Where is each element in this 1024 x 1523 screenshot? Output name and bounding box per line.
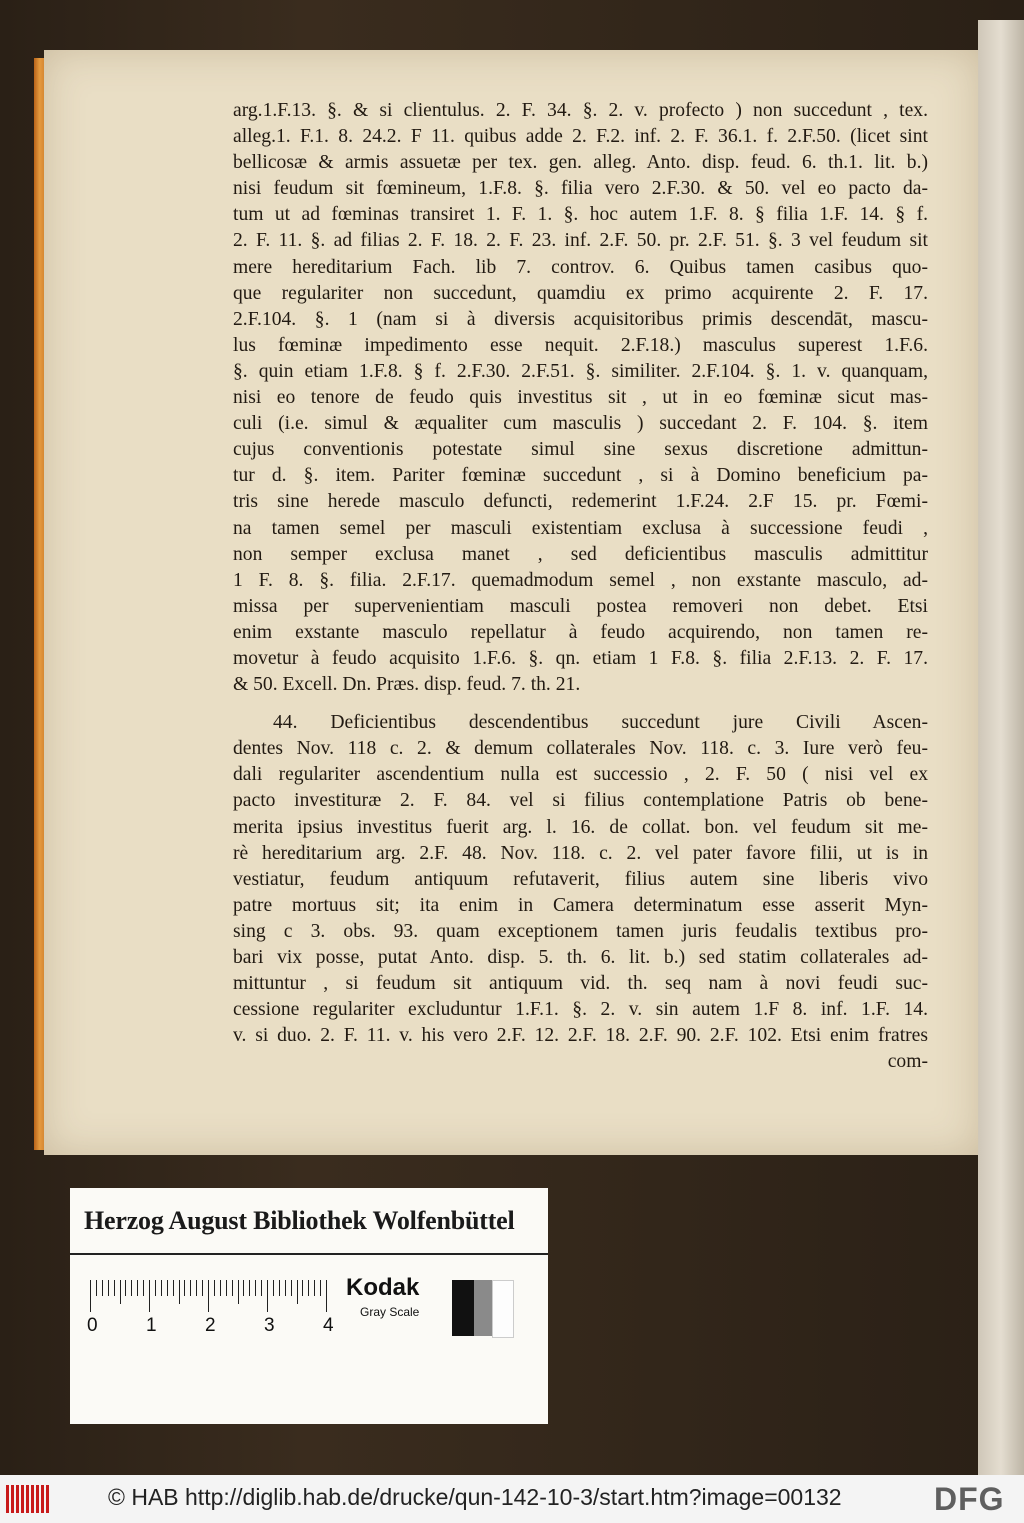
library-title: Herzog August Bibliothek Wolfenbüttel (84, 1206, 515, 1235)
gray-swatch-mid (474, 1280, 492, 1336)
text-line: mere hereditarium Fach. lib 7. controv. 6. Quibus tamen casibus quo- (233, 256, 928, 278)
ruler-tick (226, 1280, 227, 1296)
gray-swatch-white (492, 1280, 514, 1338)
text-line: mittuntur , si feudum sit antiquum vid. th. seq nam à novi feudi suc- (233, 973, 928, 995)
text-line: vestiatur, feudum antiquum refutaverit, filius autem sine liberis vivo (233, 868, 928, 890)
hab-bars-icon[interactable] (6, 1485, 50, 1513)
ruler-tick (149, 1280, 150, 1312)
ruler-tick (214, 1280, 215, 1296)
ruler-tick (120, 1280, 121, 1304)
ruler-tick (173, 1280, 174, 1296)
ruler-tick (261, 1280, 262, 1296)
text-line: culi (i.e. simul & æqualiter cum masculis ) succedant 2. F. 104. §. item (233, 413, 928, 435)
ruler-tick (190, 1280, 191, 1296)
text-line: 2. F. 11. §. ad filias 2. F. 18. 2. F. 23. inf. 2.F. 50. pr. 2.F. 51. §. 3 vel feudum sit (233, 230, 928, 252)
ruler-tick (232, 1280, 233, 1296)
ruler-tick (108, 1280, 109, 1296)
ruler-tick (320, 1280, 321, 1296)
text-line: arg.1.F.13. §. & si clientulus. 2. F. 34. §. 2. v. profecto ) non succedunt , tex. (233, 100, 928, 121)
text-line: tris sine herede masculo defuncti, redemerint 1.F.24. 2.F 15. pr. Fœmi- (233, 491, 928, 513)
text-line: §. quin etiam 1.F.8. § f. 2.F.30. 2.F.51. §. similiter. 2.F.104. §. 1. v. quanquam, (233, 360, 928, 382)
scale-number: 2 (205, 1315, 216, 1336)
ruler-tick (285, 1280, 286, 1296)
scale-number: 1 (146, 1315, 157, 1336)
ruler-tick (249, 1280, 250, 1296)
text-line: alleg.1. F.1. 8. 24.2. F 11. quibus adde 2. F.2. inf. 2. F. 36.1. f. 2.F.50. (licet sint (233, 126, 928, 148)
catchword: com- (887, 1051, 928, 1073)
ruler-tick (131, 1280, 132, 1296)
copyright-url[interactable]: © HAB http://diglib.hab.de/drucke/qun-142-10-3/start.htm?image=00132 (108, 1484, 842, 1510)
ruler-tick (102, 1280, 103, 1296)
text-line: v. si duo. 2. F. 11. v. his vero 2.F. 12. 2.F. 18. 2.F. 90. 2.F. 102. Etsi enim fratres (233, 1025, 928, 1047)
ruler-tick (143, 1280, 144, 1296)
text-line: cujus conventionis potestate simul sine sexus discretione admittun- (233, 439, 928, 461)
adjacent-page-edge (978, 20, 1024, 1475)
ruler-tick (255, 1280, 256, 1296)
ruler-tick (243, 1280, 244, 1296)
color-calibration-card (70, 1188, 548, 1424)
gray-swatch-black (452, 1280, 474, 1336)
text-line: enim exstante masculo repellatur à feudo acquirendo, non tamen re- (233, 621, 928, 643)
kodak-brand: Kodak (346, 1274, 420, 1301)
text-line: missa per supervenientiam masculi postea removeri non debet. Etsi (233, 595, 928, 617)
text-line: nisi eo tenore de feudo quis investitus sit , ut in eo fœminæ sicut mas- (233, 387, 928, 409)
text-line: tum ut ad fœminas transiret 1. F. 1. §. hoc autem 1.F. 8. § filia 1.F. 14. § f. (233, 204, 928, 226)
ruler-tick (202, 1280, 203, 1296)
ruler-tick (114, 1280, 115, 1296)
ruler-tick (267, 1280, 268, 1312)
ruler-tick (167, 1280, 168, 1296)
text-line: sing c 3. obs. 93. quam exceptionem tamen juris feudalis textibus pro- (233, 920, 928, 942)
ruler-tick (137, 1280, 138, 1296)
ruler-tick (220, 1280, 221, 1296)
ruler-tick (308, 1280, 309, 1296)
paragraph-2 (233, 710, 928, 1049)
text-line: nisi feudum sit fœmineum, 1.F.8. §. filia vero 2.F.30. & 50. vel eo pacto da- (233, 178, 928, 200)
scale-ruler (90, 1280, 350, 1320)
text-line: 44. Deficientibus descendentibus succedunt jure Civili Ascen- (273, 712, 928, 734)
ruler-tick (184, 1280, 185, 1296)
ruler-tick (196, 1280, 197, 1296)
text-line: patre mortuus sit; ita enim in Camera determinatum esse asserit Myn- (233, 894, 928, 916)
ruler-tick (279, 1280, 280, 1296)
scale-number: 4 (323, 1315, 334, 1336)
ruler-tick (273, 1280, 274, 1296)
ruler-tick (302, 1280, 303, 1296)
text-line: merita ipsius investitus fuerit arg. l. 16. de collat. bon. vel feudum sit me- (233, 816, 928, 838)
ruler-tick (96, 1280, 97, 1296)
text-line: non semper exclusa manet , sed deficientibus masculis admittitur (233, 543, 928, 565)
text-line: que regulariter non succedunt, quamdiu ex primo acquirente 2. F. 17. (233, 282, 928, 304)
text-line: 1 F. 8. §. filia. 2.F.17. quemadmodum semel , non exstante masculo, ad- (233, 569, 928, 591)
text-line: dali regulariter ascendentium nulla est successio , 2. F. 50 ( nisi vel ex (233, 764, 928, 786)
text-line: cessione regulariter excluduntur 1.F.1. §. 2. v. sin autem 1.F 8. inf. 1.F. 14. (233, 999, 928, 1021)
text-line: bari vix posse, putat Anto. disp. 5. th. 6. lit. b.) sed statim collaterales ad- (233, 947, 928, 968)
paragraph-1 (233, 98, 928, 698)
dfg-logo[interactable]: DFG (934, 1481, 1005, 1517)
ruler-tick (90, 1280, 91, 1312)
ruler-tick (155, 1280, 156, 1296)
ruler-tick (326, 1280, 327, 1312)
text-line: bellicosæ & armis assuetæ per tex. gen. alleg. Anto. disp. feud. 6. th.1. lit. b.) (233, 152, 928, 174)
text-line: pacto investituræ 2. F. 84. vel si filius contemplatione Patris ob bene- (233, 790, 928, 812)
kodak-gray-scale-label: Gray Scale (360, 1305, 420, 1319)
text-line: movetur à feudo acquisito 1.F.6. §. qn. etiam 1 F.8. §. filia 2.F.13. 2. F. 17. (233, 647, 928, 669)
card-divider (70, 1253, 548, 1255)
text-line: 2.F.104. §. 1 (nam si à diversis acquisitoribus primis descendāt, mascu- (233, 308, 928, 330)
ruler-tick (297, 1280, 298, 1304)
scale-number: 0 (87, 1315, 98, 1336)
ruler-tick (291, 1280, 292, 1296)
ruler-tick (208, 1280, 209, 1312)
scale-number: 3 (264, 1315, 275, 1336)
text-line: & 50. Excell. Dn. Præs. disp. feud. 7. th. 21. (233, 674, 581, 696)
ruler-tick (161, 1280, 162, 1296)
text-line: na tamen semel per masculi existentiam exclusa à successione feudi , (233, 517, 928, 539)
ruler-tick (125, 1280, 126, 1296)
ruler-tick (179, 1280, 180, 1304)
footer-bar (0, 1475, 1024, 1523)
text-line: tur d. §. item. Pariter fœminæ succedunt , si à Domino beneficium pa- (233, 465, 928, 487)
ruler-tick (314, 1280, 315, 1296)
text-line: rè hereditarium arg. 2.F. 48. Nov. 118. c. 2. vel pater favore filii, ut is in (233, 842, 928, 864)
text-line: lus fœminæ impedimento esse nequit. 2.F.18.) masculus superest 1.F.6. (233, 334, 928, 356)
text-line: dentes Nov. 118 c. 2. & demum collaterales Nov. 118. c. 3. Iure verò feu- (233, 738, 928, 760)
ruler-tick (238, 1280, 239, 1304)
page-text (233, 98, 928, 1075)
